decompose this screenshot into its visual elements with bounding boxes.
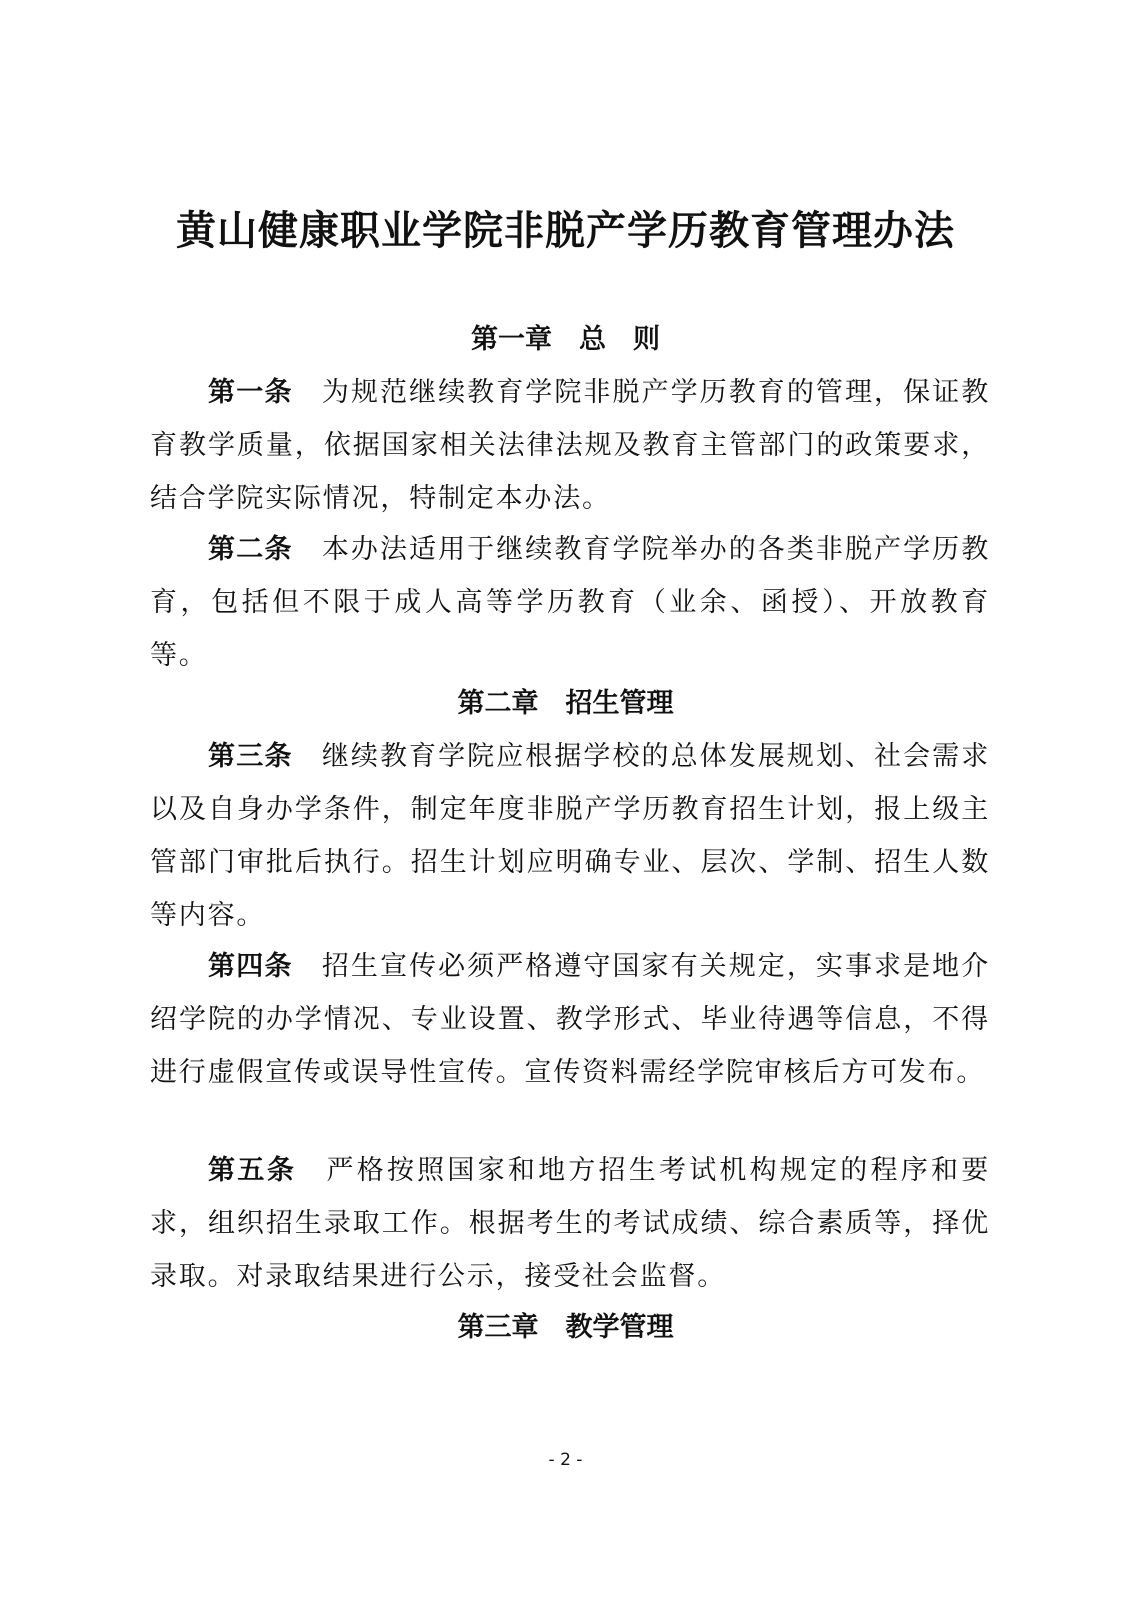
article-text: 本办法适用于继续教育学院举办的各类非脱产学历教育，包括但不限于成人高等学历教育（业余、函授）、开放教育等。 (150, 534, 990, 671)
article-3 (150, 730, 990, 942)
article-text: 继续教育学院应根据学校的总体发展规划、社会需求以及自身办学条件，制定年度非脱产学历教育招生计划，报上级主管部门审批后执行。招生计划应明确专业、层次、学制、招生人数等内容。 (150, 741, 990, 931)
article-2 (150, 523, 990, 682)
article-label: 第三条 (208, 741, 293, 772)
article-text: 招生宣传必须严格遵守国家有关规定，实事求是地介绍学院的办学情况、专业设置、教学形式、毕业待遇等信息，不得进行虚假宣传或误导性宣传。宣传资料需经学院审核后方可发布。 (150, 951, 990, 1088)
chapter-heading-3: 第三章 教学管理 (457, 1312, 674, 1343)
article-label: 第二条 (208, 534, 293, 565)
article-1 (150, 366, 990, 525)
article-4 (150, 940, 990, 1099)
article-label: 第五条 (208, 1155, 297, 1186)
article-label: 第四条 (208, 951, 293, 982)
article-text: 为规范继续教育学院非脱产学历教育的管理，保证教育教学质量，依据国家相关法律法规及教育主管部门的政策要求，结合学院实际情况，特制定本办法。 (150, 377, 990, 514)
article-label: 第一条 (208, 377, 293, 408)
chapter-heading-2: 第二章 招生管理 (457, 688, 674, 719)
page-number: - 2 - (548, 1450, 583, 1470)
article-text: 严格按照国家和地方招生考试机构规定的程序和要求，组织招生录取工作。根据考生的考试成绩、综合素质等，择优录取。对录取结果进行公示，接受社会监督。 (150, 1155, 990, 1292)
document-title: 黄山健康职业学院非脱产学历教育管理办法 (176, 207, 955, 254)
article-5 (150, 1144, 990, 1303)
chapter-heading-1: 第一章 总 则 (471, 324, 660, 355)
